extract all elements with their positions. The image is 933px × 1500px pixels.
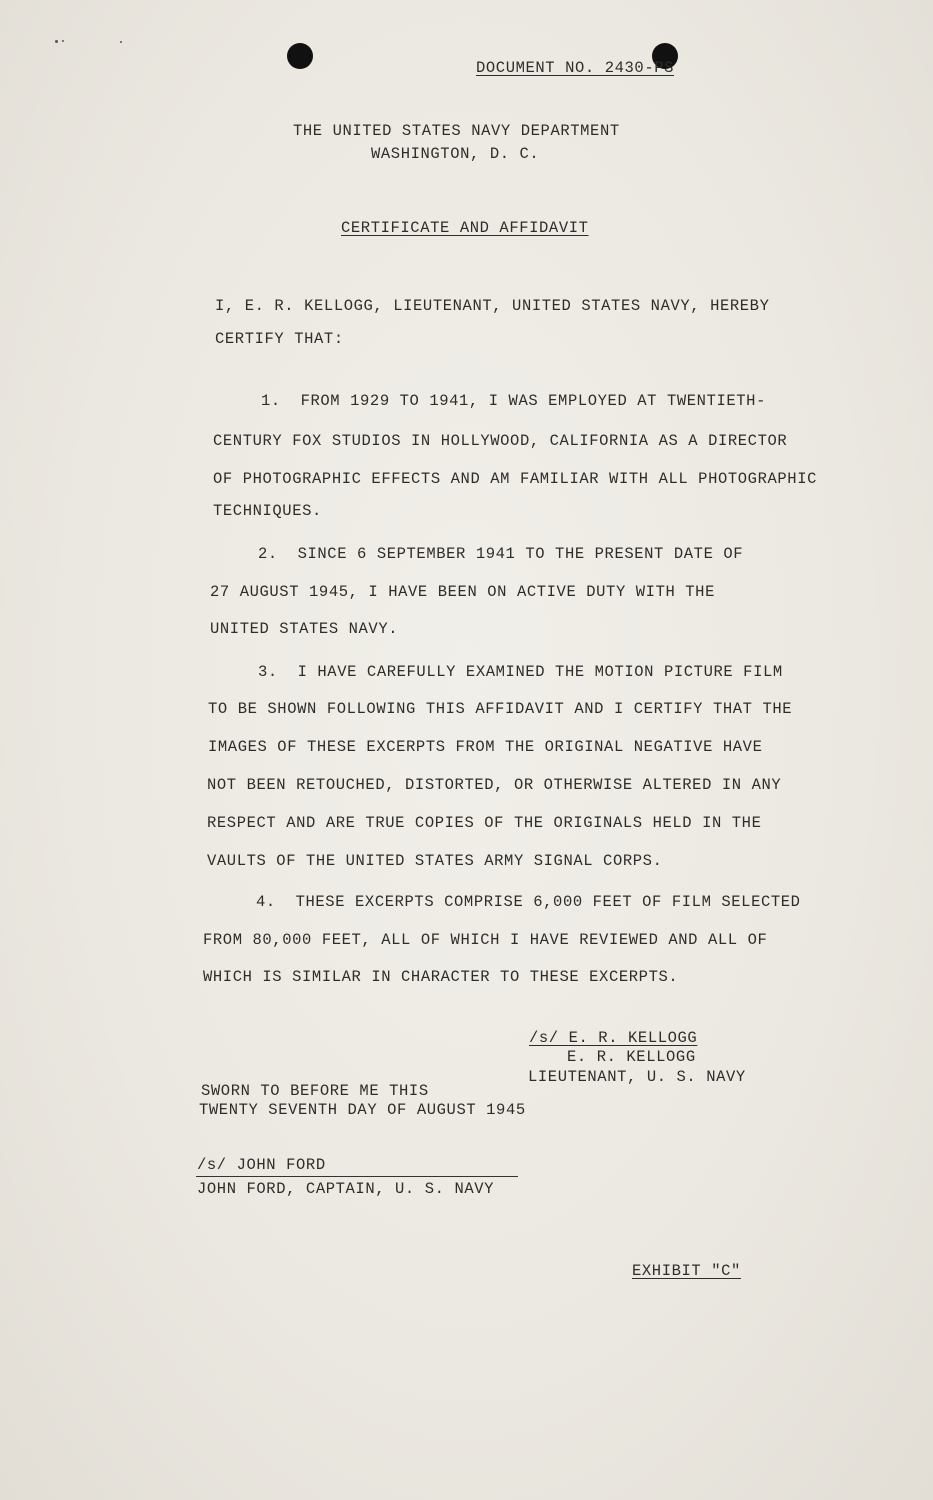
paragraph-4-line: WHICH IS SIMILAR IN CHARACTER TO THESE EXCERPTS. — [203, 968, 679, 986]
paragraph-2-line: 2. SINCE 6 SEPTEMBER 1941 TO THE PRESENT DATE OF — [258, 545, 744, 563]
paragraph-4-line: FROM 80,000 FEET, ALL OF WHICH I HAVE REVIEWED AND ALL OF — [203, 931, 768, 949]
heading-location: WASHINGTON, D. C. — [371, 145, 540, 163]
witness-signature: /s/ JOHN FORD — [197, 1156, 326, 1174]
paragraph-1-line: 1. FROM 1929 TO 1941, I WAS EMPLOYED AT TWENTIETH- — [261, 392, 766, 410]
paragraph-2-line: 27 AUGUST 1945, I HAVE BEEN ON ACTIVE DUTY WITH THE — [210, 583, 715, 601]
document-title: CERTIFICATE AND AFFIDAVIT — [341, 219, 589, 237]
intro-line: CERTIFY THAT: — [215, 330, 344, 348]
exhibit-label: EXHIBIT "C" — [632, 1262, 741, 1280]
punch-hole-left — [287, 43, 313, 69]
signatory-rank: LIEUTENANT, U. S. NAVY — [528, 1068, 746, 1086]
paper-speck — [55, 40, 58, 43]
heading-department: THE UNITED STATES NAVY DEPARTMENT — [293, 122, 620, 140]
paragraph-1-line: CENTURY FOX STUDIOS IN HOLLYWOOD, CALIFORNIA AS A DIRECTOR — [213, 432, 788, 450]
signatory-name: E. R. KELLOGG — [567, 1048, 696, 1066]
sworn-line: TWENTY SEVENTH DAY OF AUGUST 1945 — [199, 1101, 526, 1119]
paragraph-3-line: 3. I HAVE CAREFULLY EXAMINED THE MOTION PICTURE FILM — [258, 663, 783, 681]
document-number: DOCUMENT NO. 2430-PS — [476, 59, 675, 77]
witness-name: JOHN FORD, CAPTAIN, U. S. NAVY — [197, 1180, 495, 1198]
sworn-line: SWORN TO BEFORE ME THIS — [201, 1082, 429, 1100]
paper-speck — [120, 41, 122, 43]
paragraph-3-line: IMAGES OF THESE EXCERPTS FROM THE ORIGINAL NEGATIVE HAVE — [208, 738, 763, 756]
paper-speck — [62, 40, 64, 42]
paragraph-1-line: OF PHOTOGRAPHIC EFFECTS AND AM FAMILIAR WITH ALL PHOTOGRAPHIC — [213, 470, 817, 488]
paragraph-2-line: UNITED STATES NAVY. — [210, 620, 399, 638]
paragraph-4-line: 4. THESE EXCERPTS COMPRISE 6,000 FEET OF FILM SELECTED — [256, 893, 801, 911]
paragraph-3-line: VAULTS OF THE UNITED STATES ARMY SIGNAL CORPS. — [207, 852, 663, 870]
paragraph-3-line: TO BE SHOWN FOLLOWING THIS AFFIDAVIT AND I CERTIFY THAT THE — [208, 700, 793, 718]
intro-line: I, E. R. KELLOGG, LIEUTENANT, UNITED STATES NAVY, HEREBY — [215, 297, 770, 315]
paragraph-1-line: TECHNIQUES. — [213, 502, 322, 520]
signature-kellogg: /s/ E. R. KELLOGG — [529, 1029, 698, 1047]
paragraph-3-line: RESPECT AND ARE TRUE COPIES OF THE ORIGINALS HELD IN THE — [207, 814, 762, 832]
paragraph-3-line: NOT BEEN RETOUCHED, DISTORTED, OR OTHERWISE ALTERED IN ANY — [207, 776, 782, 794]
witness-signature-line — [196, 1176, 518, 1177]
